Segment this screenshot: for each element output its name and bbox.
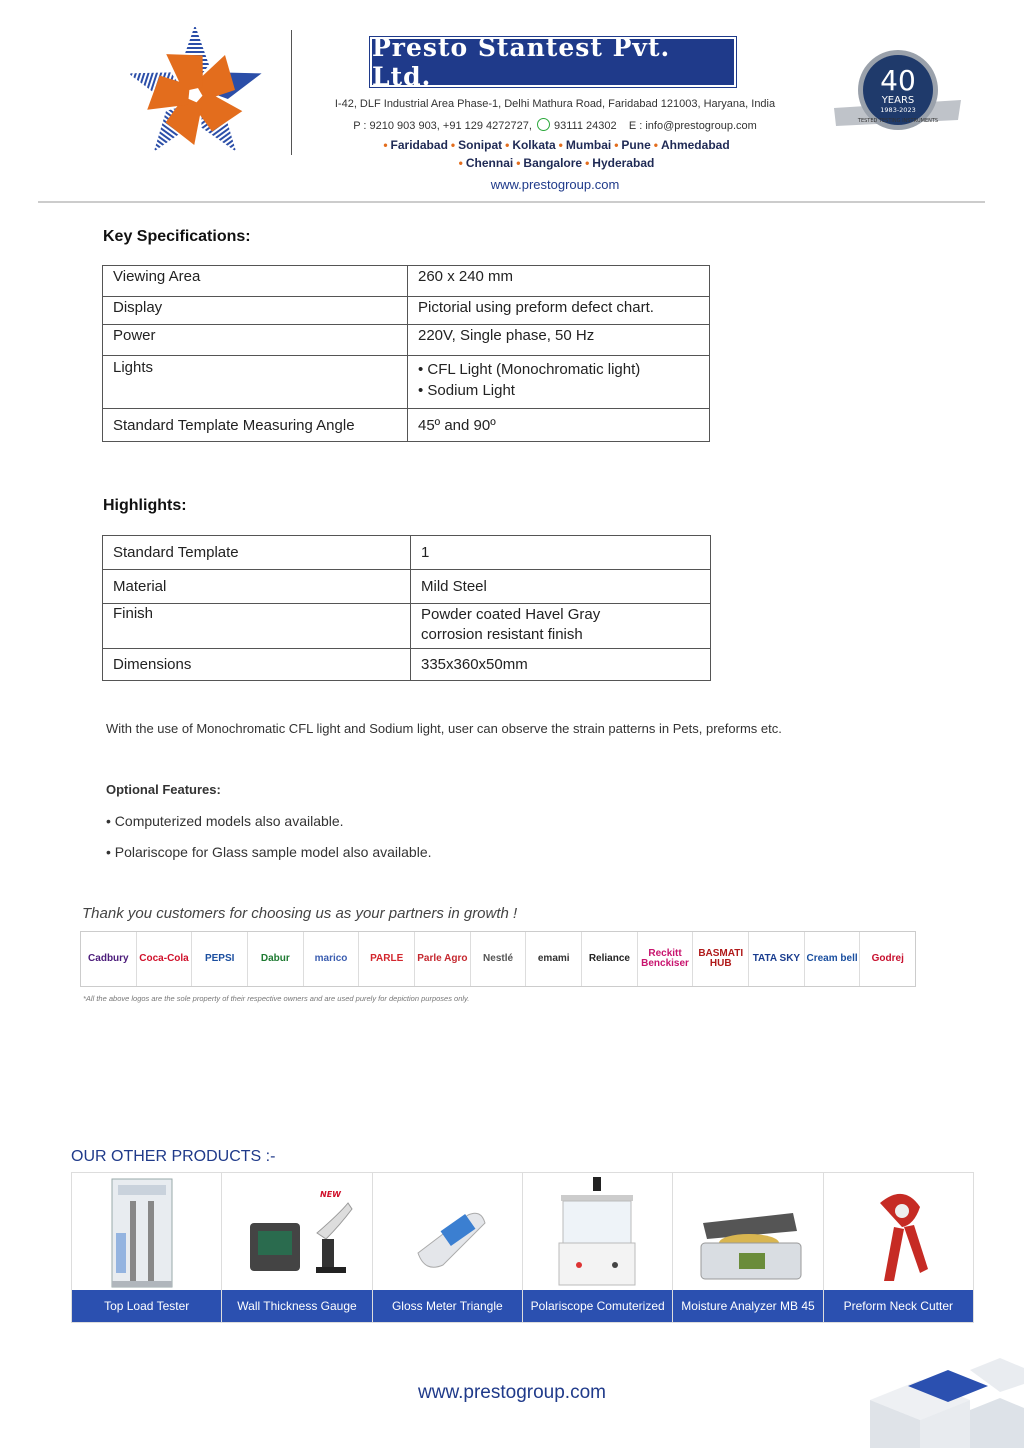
product-card-gloss-meter[interactable] bbox=[373, 1173, 523, 1322]
contact-line bbox=[300, 118, 810, 132]
spec-label: Standard Template Measuring Angle bbox=[103, 409, 408, 442]
table-row bbox=[103, 604, 711, 649]
spec-label: Viewing Area bbox=[103, 266, 408, 297]
gloss-meter-icon bbox=[373, 1173, 523, 1292]
highlight-value: Mild Steel bbox=[411, 570, 711, 604]
spec-value bbox=[408, 356, 710, 409]
customer-logo: Dabur bbox=[248, 932, 304, 986]
customer-logo: Cream bell bbox=[805, 932, 861, 986]
branch-cities-line-1 bbox=[300, 138, 810, 152]
decorative-cubes bbox=[820, 1340, 1024, 1448]
badge-word: YEARS bbox=[881, 95, 915, 106]
bullet-dot: • bbox=[383, 138, 388, 152]
optional-feature-item: • Computerized models also available. bbox=[106, 813, 344, 829]
highlight-value: 335x360x50mm bbox=[411, 649, 711, 681]
table-row bbox=[103, 649, 711, 681]
customer-logo: emami bbox=[526, 932, 582, 986]
wall-thickness-gauge-icon bbox=[222, 1173, 372, 1292]
customer-logo: Cadbury bbox=[81, 932, 137, 986]
optional-features-title: Optional Features: bbox=[106, 782, 221, 797]
phone-numbers: P : 9210 903 903, +91 129 4272727, bbox=[353, 120, 532, 132]
table-row bbox=[103, 409, 710, 442]
customer-logo: Parle Agro bbox=[415, 932, 471, 986]
whatsapp-icon bbox=[537, 118, 550, 131]
spec-value-line: • CFL Light (Monochromatic light) bbox=[418, 361, 641, 378]
new-tag: NEW bbox=[320, 1190, 342, 1199]
customer-logo: Coca-Cola bbox=[137, 932, 193, 986]
product-label: Moisture Analyzer MB 45 bbox=[673, 1290, 822, 1322]
spec-label: Power bbox=[103, 325, 408, 356]
spec-value: Pictorial using preform defect chart. bbox=[408, 297, 710, 325]
40-years-badge bbox=[830, 48, 965, 133]
branch-city: Pune bbox=[621, 138, 651, 152]
key-specifications-title: Key Specifications: bbox=[103, 228, 251, 245]
highlights-title: Highlights: bbox=[103, 497, 187, 514]
branch-city: Hyderabad bbox=[592, 156, 655, 170]
branch-city: Ahmedabad bbox=[660, 138, 730, 152]
company-address: I-42, DLF Industrial Area Phase-1, Delhi Mathura Road, Faridabad 121003, Haryana, India bbox=[334, 98, 776, 110]
company-logo bbox=[120, 20, 270, 165]
logos-disclaimer: *All the above logos are the sole property of their respective owners and are used purely for depiction purposes only. bbox=[83, 994, 470, 1003]
branch-city: Sonipat bbox=[458, 138, 503, 152]
spec-value: 45º and 90º bbox=[408, 409, 710, 442]
email-address: E : info@prestogroup.com bbox=[628, 120, 757, 132]
top-load-tester-icon bbox=[72, 1173, 222, 1292]
product-card-wall-thickness-gauge[interactable] bbox=[222, 1173, 372, 1322]
table-row bbox=[103, 570, 711, 604]
website-link-top[interactable]: www.prestogroup.com bbox=[490, 177, 620, 192]
customer-logo: PARLE bbox=[359, 932, 415, 986]
highlight-label: Standard Template bbox=[103, 536, 411, 570]
whatsapp-number: 93111 24302 bbox=[553, 120, 617, 132]
product-label: Polariscope Comuterized bbox=[523, 1290, 672, 1322]
company-name: Presto Stantest Pvt. Ltd. bbox=[370, 37, 736, 87]
bullet-dot: • bbox=[458, 156, 463, 170]
customer-logo: PEPSI bbox=[192, 932, 248, 986]
customer-logo: Reliance bbox=[582, 932, 638, 986]
product-card-top-load-tester[interactable] bbox=[72, 1173, 222, 1322]
product-card-neck-cutter[interactable] bbox=[824, 1173, 973, 1322]
highlight-label: Dimensions bbox=[103, 649, 411, 681]
branch-city: Kolkata bbox=[512, 138, 556, 152]
highlight-value-line: Powder coated Havel Gray bbox=[421, 606, 601, 623]
spec-label: Lights bbox=[103, 356, 408, 409]
bullet-dot: • bbox=[505, 138, 510, 152]
customers-thanks: Thank you customers for choosing us as your partners in growth ! bbox=[82, 905, 518, 922]
table-row bbox=[103, 297, 710, 325]
bullet-dot: • bbox=[450, 138, 456, 152]
other-products-grid bbox=[71, 1172, 974, 1323]
product-label: Preform Neck Cutter bbox=[824, 1290, 973, 1322]
highlights-table bbox=[102, 535, 711, 681]
bullet-dot: • bbox=[558, 138, 563, 152]
bullet-dot: • bbox=[653, 138, 658, 152]
spec-label: Display bbox=[103, 297, 408, 325]
key-specifications-table bbox=[102, 265, 710, 442]
other-products-title: OUR OTHER PRODUCTS :- bbox=[71, 1148, 276, 1165]
usage-description: With the use of Monochromatic CFL light and Sodium light, user can observe the strain patterns in Pets, preforms etc. bbox=[106, 721, 782, 736]
highlight-label: Finish bbox=[103, 604, 411, 649]
bullet-dot: • bbox=[614, 138, 619, 152]
moisture-analyzer-icon bbox=[673, 1173, 823, 1292]
product-card-moisture-analyzer[interactable] bbox=[673, 1173, 823, 1322]
customer-logo: Reckitt Benckiser bbox=[638, 932, 694, 986]
spec-value-line: • Sodium Light bbox=[418, 382, 515, 399]
table-row bbox=[103, 536, 711, 570]
bullet-dot: • bbox=[585, 156, 590, 170]
customer-logo: marico bbox=[304, 932, 360, 986]
header-divider bbox=[291, 30, 292, 155]
branch-city: Bangalore bbox=[523, 156, 583, 170]
table-row bbox=[103, 325, 710, 356]
branch-city: Faridabad bbox=[390, 138, 448, 152]
spec-value: 260 x 240 mm bbox=[408, 266, 710, 297]
highlight-label: Material bbox=[103, 570, 411, 604]
bullet-dot: • bbox=[516, 156, 521, 170]
highlight-value: 1 bbox=[411, 536, 711, 570]
optional-feature-item: • Polariscope for Glass sample model also available. bbox=[106, 844, 432, 860]
product-card-polariscope[interactable] bbox=[523, 1173, 673, 1322]
header-rule bbox=[38, 201, 985, 203]
customer-logo: Godrej bbox=[871, 952, 904, 964]
customer-logo: TATA SKY bbox=[749, 932, 805, 986]
polariscope-icon bbox=[523, 1173, 673, 1292]
branch-city: Chennai bbox=[465, 156, 514, 170]
table-row bbox=[103, 356, 710, 409]
customer-logo: Nestlé bbox=[471, 932, 527, 986]
neck-cutter-icon bbox=[824, 1173, 974, 1292]
product-label: Top Load Tester bbox=[72, 1290, 221, 1322]
badge-number: 40 bbox=[880, 64, 916, 97]
badge-years: 1983-2023 bbox=[880, 106, 916, 114]
spec-value: 220V, Single phase, 50 Hz bbox=[408, 325, 710, 356]
website-link-bottom[interactable]: www.prestogroup.com bbox=[418, 1382, 606, 1403]
product-label: Wall Thickness Gauge bbox=[222, 1290, 371, 1322]
badge-tagline: TESTED TESTING INSTRUMENTS bbox=[857, 118, 939, 124]
highlight-value-line: corrosion resistant finish bbox=[421, 626, 583, 643]
highlight-value bbox=[411, 604, 711, 649]
customer-logos-strip bbox=[80, 931, 916, 987]
table-row bbox=[103, 266, 710, 297]
product-label: Gloss Meter Triangle bbox=[373, 1290, 522, 1322]
branch-city: Mumbai bbox=[565, 138, 612, 152]
customer-logo: BASMATI HUB bbox=[693, 932, 749, 986]
branch-cities-line-2 bbox=[300, 156, 810, 170]
